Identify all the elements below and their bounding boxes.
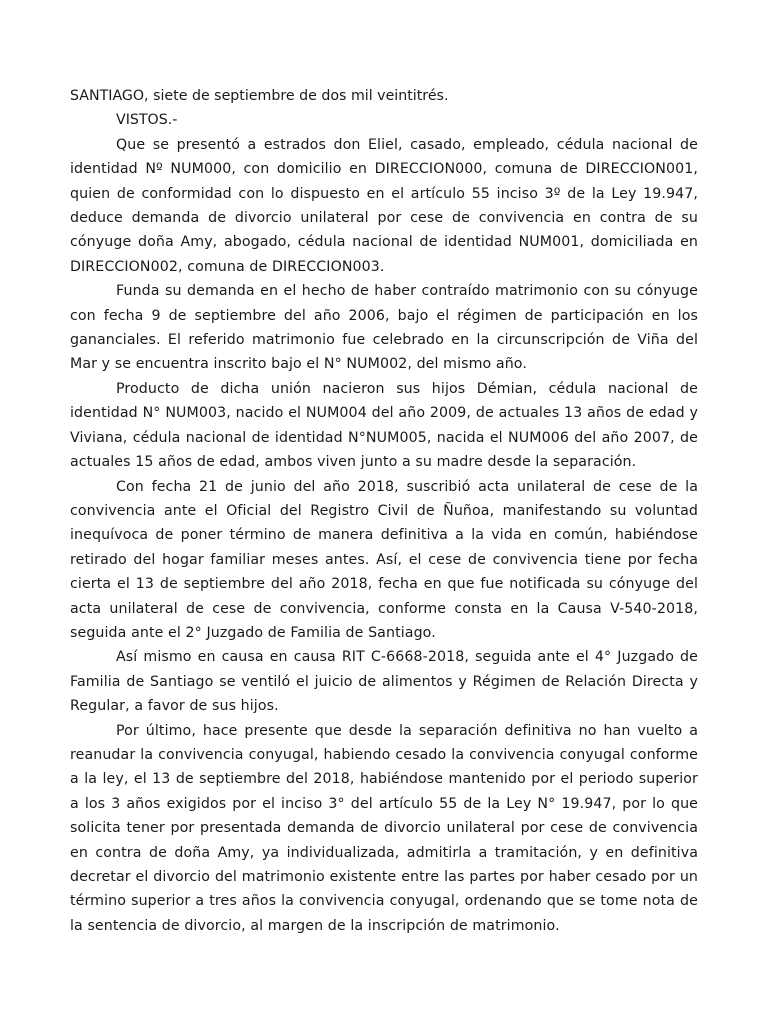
paragraph-cessation: Con fecha 21 de junio del año 2018, suscribió acta unilateral de cese de la convivencia ante el Oficial del Registro Civil de Ñuñoa, manifestando su voluntad inequívoca de poner término de manera definitiva a la vida en común, habiéndose retirado del hogar familiar meses antes. Así, el cese de convivencia tiene por fecha cierta el 13 de septiembre del año 2018, fecha en que fue notificada su cónyuge del acta unilateral de cese de convivencia, conforme consta en la Causa V-540-2018, seguida ante el 2° Juzgado de Familia de Santiago.	[70, 478, 698, 641]
paragraph-children: Producto de dicha unión nacieron sus hijos Démian, cédula nacional de identidad N° NUM003, nacido el NUM004 del año 2009, de actuales 13 años de edad y Viviana, cédula nacional de identidad N°NUM005, nacida el NUM006 del año 2007, de actuales 15 años de edad, ambos viven junto a su madre desde la separación.	[70, 380, 698, 471]
vistos-heading: VISTOS.-	[116, 112, 178, 129]
paragraph-plaintiff: Que se presentó a estrados don Eliel, casado, empleado, cédula nacional de identidad Nº NUM000, con domicilio en DIRECCION000, comuna de DIRECCION001, quien de conformidad con lo dispuesto en el artículo 55 inciso 3º de la Ley 19.947, deduce demanda de divorcio unilateral por cese de convivencia en contra de su cónyuge doña Amy, abogado, cédula nacional de identidad NUM001, domiciliada en DIRECCION002, comuna de DIRECCION003.	[70, 136, 698, 275]
paragraph-petition: Por último, hace presente que desde la separación definitiva no han vuelto a reanudar la convivencia conyugal, habiendo cesado la convivencia conyugal conforme a la ley, el 13 de septiembre del 2018, habiéndose mantenido por el periodo superior a los 3 años exigidos por el inciso 3° del artículo 55 de la Ley N° 19.947, por lo que solicita tener por presentada demanda de divorcio unilateral por cese de convivencia en contra de doña Amy, ya individualizada, admitirla a tramitación, y en definitiva decretar el divorcio del matrimonio existente entre las partes por haber cesado por un término superior a tres años la convivencia conyugal, ordenando que se tome nota de la sentencia de divorcio, al margen de la inscripción de matrimonio.	[70, 722, 698, 934]
place-date-line: SANTIAGO, siete de septiembre de dos mil veintitrés.	[70, 88, 449, 104]
paragraph-alimony-case: Así mismo en causa en causa RIT C-6668-2018, seguida ante el 4° Juzgado de Familia de Santiago se ventiló el juicio de alimentos y Régimen de Relación Directa y Regular, a favor de sus hijos.	[70, 649, 698, 715]
paragraph-marriage: Funda su demanda en el hecho de haber contraído matrimonio con su cónyuge con fecha 9 de septiembre del año 2006, bajo el régimen de participación en los gananciales. El referido matrimonio fue celebrado en la circunscripción de Viña del Mar y se encuentra inscrito bajo el N° NUM002, del mismo año.	[70, 283, 698, 373]
document-page	[70, 84, 698, 938]
